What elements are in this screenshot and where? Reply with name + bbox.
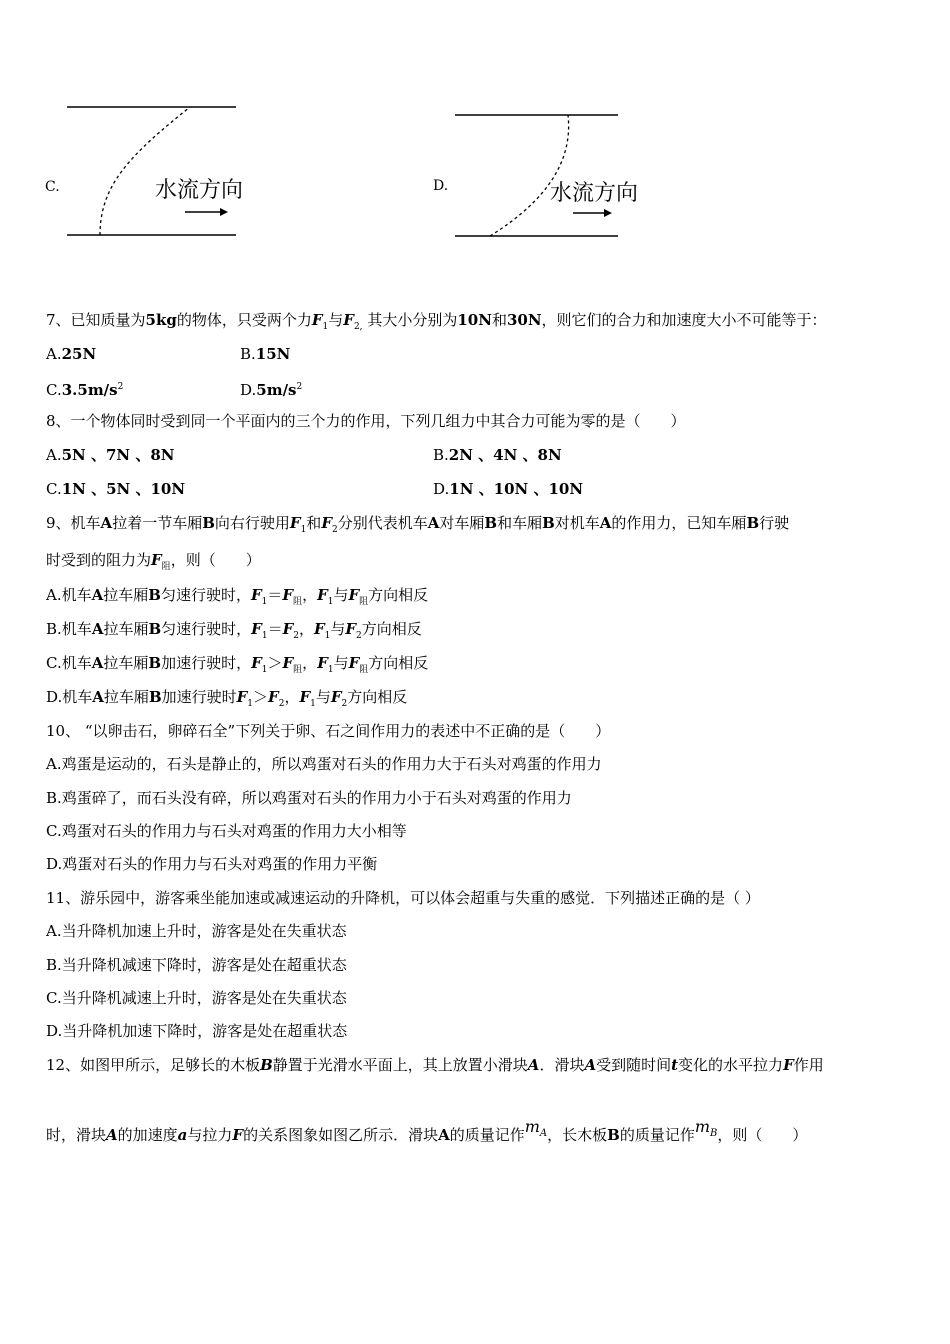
q11-option-b: B.当升降机减速下降时，游客是处在超重状态: [46, 956, 347, 974]
q10-option-a: A.鸡蛋是运动的，石头是静止的，所以鸡蛋对石头的作用力大于石头对鸡蛋的作用力: [46, 755, 602, 773]
q10-option-d: D.鸡蛋对石头的作用力与石头对鸡蛋的作用力平衡: [46, 855, 378, 873]
q8-stem: 8、一个物体同时受到同一个平面内的三个力的作用，下列几组力中其合力可能为零的是（ ）: [46, 412, 686, 430]
q9-option-c: C.机车A拉车厢B加速行驶时，$F_1>F_阻$，$F_1$与$F_阻$方向相反: [46, 654, 429, 675]
q9-stem-line2: 时受到的阻力为$F_阻$，则（ ）: [46, 551, 261, 572]
q7-option-c: $C.3.5m/s^2$: [46, 381, 124, 399]
flow-arrow-head: [604, 209, 612, 217]
q9-stem-line1: 9、机车A拉着一节车厢B向右行驶用$F_1$和$F_2$分别代表机车A对车厢B和车厢B对机车A的作用力，已知车厢B行驶: [46, 514, 790, 535]
q11-stem: 11、游乐园中，游客乘坐能加速或减速运动的升降机，可以体会超重与失重的感觉．下列描述正确的是（ ）: [46, 889, 760, 907]
q7-option-d: $D.5m/s^2$: [240, 381, 303, 399]
figure-d-label: D.: [433, 178, 449, 194]
water-flow-text: 水流方向: [155, 178, 244, 203]
q7-stem: 7、已知质量为5kg的物体，只受两个力$F_1$与$F_{2,}$ 其大小分别为10N和30N，则它们的合力和加速度大小不可能等于：: [46, 311, 827, 332]
q8-option-b: B.2N 、4N 、8N: [433, 446, 562, 464]
q11-option-a: A.当升降机加速上升时，游客是处在失重状态: [46, 922, 347, 940]
q8-option-d: D.1N 、10N 、10N: [433, 480, 584, 498]
figure-c-label: C.: [45, 179, 60, 195]
q10-option-c: C.鸡蛋对石头的作用力与石头对鸡蛋的作用力大小相等: [46, 822, 407, 840]
flow-arrow-head: [220, 208, 228, 216]
q12-stem-line2: 时，滑块A的加速度a与拉力F的关系图象如图乙所示．滑块A的质量记作$m_A$，长木板B的质量记作$m_B$，则（ ）: [46, 1117, 808, 1144]
q12-stem-line1: 12、如图甲所示，足够长的木板B静置于光滑水平面上，其上放置小滑块A．滑块A受到随时间t变化的水平拉力F作用: [46, 1056, 824, 1074]
q11-option-d: D.当升降机加速下降时，游客是处在超重状态: [46, 1022, 348, 1040]
q8-option-a: A.5N 、7N 、8N: [46, 446, 175, 464]
mass-a-symbol: $m_A$: [524, 1117, 548, 1140]
figure-d-drawing: [428, 100, 639, 245]
q10-option-b: B.鸡蛋碎了，而石头没有碎，所以鸡蛋对石头的作用力小于石头对鸡蛋的作用力: [46, 789, 572, 807]
q8-option-c: C.1N 、5N 、10N: [46, 480, 186, 498]
figure-c: [40, 95, 260, 245]
q7-option-a: A.25N: [46, 345, 97, 363]
mass-b-symbol: $m_B$: [694, 1117, 718, 1140]
figure-c-drawing: [40, 95, 260, 245]
q10-stem: 10、 “以卵击石，卵碎石全”下列关于卵、石之间作用力的表述中不正确的是（ ）: [46, 722, 611, 740]
q9-option-a: A.机车A拉车厢B匀速行驶时，$F_1=F_阻$，$F_1$与$F_阻$方向相反: [46, 586, 429, 607]
figure-d: [428, 100, 639, 245]
q7-option-b: B.15N: [240, 345, 291, 363]
q9-option-b: B.机车A拉车厢B匀速行驶时，$F_1=F_2$，$F_1$与$F_2$方向相反: [46, 620, 422, 641]
path-curve: [490, 115, 569, 236]
q9-option-d: D.机车A拉车厢B加速行驶时$F_1>F_2$，$F_1$与$F_2$方向相反: [46, 688, 408, 709]
path-curve: [100, 107, 190, 235]
water-flow-text: 水流方向: [550, 181, 639, 206]
q11-option-c: C.当升降机减速上升时，游客是处在失重状态: [46, 989, 347, 1007]
